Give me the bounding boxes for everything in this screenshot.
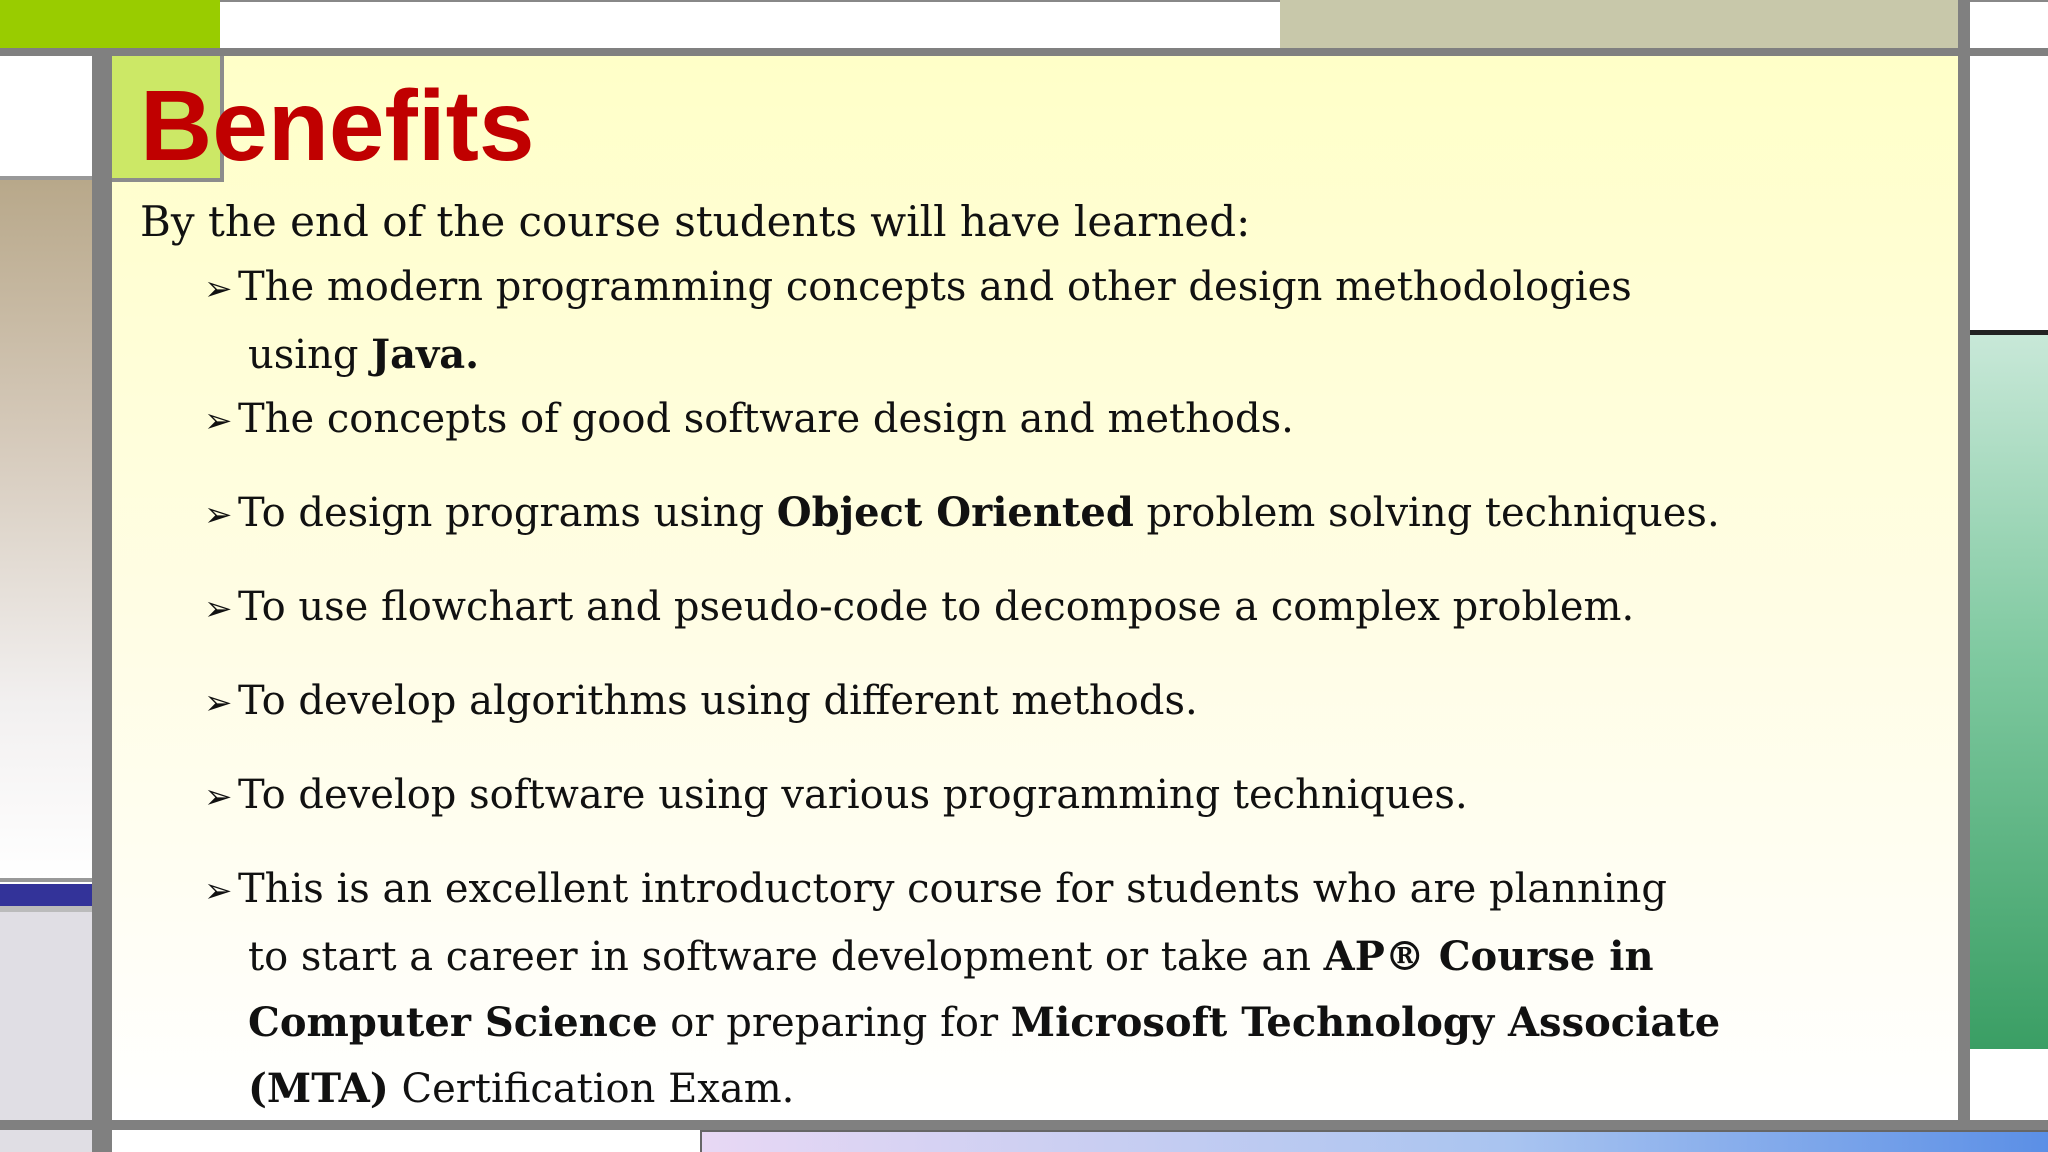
text-run: To develop software using various programming techniques. <box>238 772 1468 818</box>
bold-text: Computer Science <box>248 999 658 1046</box>
right-green-block <box>1970 335 2048 1049</box>
bullet-line <box>204 762 1468 830</box>
bullet-line <box>204 990 1720 1056</box>
text-run: The concepts of good software design and methods. <box>238 396 1294 442</box>
arrow-bullet-icon: ➢ <box>204 683 233 723</box>
text-run: or preparing for <box>657 1000 1011 1046</box>
left-lightgray-block <box>0 912 92 1152</box>
left-gradient-block <box>0 180 92 880</box>
bullet-line <box>204 668 1198 736</box>
top-white-block <box>220 0 1280 48</box>
frame-left-bar <box>92 48 112 1152</box>
text-run: The modern programming concepts and other design methodologies <box>238 264 1632 310</box>
bullet-line <box>204 386 1294 454</box>
bullet-line <box>204 574 1634 642</box>
text-run: problem solving techniques. <box>1133 490 1720 536</box>
arrow-bullet-icon: ➢ <box>204 401 233 441</box>
bullet-item <box>204 762 1468 830</box>
bullet-item <box>204 386 1294 454</box>
bullet-line <box>204 1056 1720 1122</box>
frame-top-bar <box>0 48 2048 56</box>
bold-text: AP® Course in <box>1323 933 1654 980</box>
bold-text: Java. <box>371 331 480 378</box>
arrow-bullet-icon: ➢ <box>204 777 233 817</box>
bullet-item <box>204 254 1632 388</box>
arrow-bullet-icon: ➢ <box>204 495 233 535</box>
intro-text: By the end of the course students will have learned: <box>140 197 1251 246</box>
text-run: using <box>248 332 372 378</box>
bold-text: (MTA) <box>248 1065 389 1112</box>
bottom-gradient-block <box>700 1130 2048 1152</box>
bullet-line <box>204 322 1632 388</box>
top-right-white-block <box>1958 0 2048 48</box>
right-white-block <box>1970 56 2048 330</box>
arrow-bullet-icon: ➢ <box>204 589 233 629</box>
bullet-line <box>204 254 1632 322</box>
slide-title: Benefits <box>140 70 535 182</box>
arrow-bullet-icon: ➢ <box>204 871 233 911</box>
text-run: to start a career in software development or take an <box>248 934 1324 980</box>
text-run: To design programs using <box>238 490 777 536</box>
bullet-line <box>204 924 1720 990</box>
top-green-block <box>0 0 220 48</box>
left-blue-stripe <box>0 884 92 906</box>
arrow-bullet-icon: ➢ <box>204 269 233 309</box>
bold-text: Microsoft Technology Associate <box>1010 999 1721 1046</box>
bullet-item <box>204 856 1720 1122</box>
bullet-line <box>204 856 1720 924</box>
text-run: This is an excellent introductory course for students who are planning <box>238 866 1667 912</box>
text-run: To develop algorithms using different methods. <box>238 678 1198 724</box>
left-divider-line <box>0 878 92 882</box>
frame-right-bar <box>1958 0 1970 1124</box>
bottom-white-block <box>112 1130 700 1152</box>
bullet-item <box>204 574 1634 642</box>
text-run: Certification Exam. <box>388 1066 795 1112</box>
left-white-block <box>0 56 92 178</box>
bullet-line <box>204 480 1720 548</box>
bold-text: Object Oriented <box>776 489 1134 536</box>
top-khaki-block <box>1280 0 1958 48</box>
bullet-item <box>204 480 1720 548</box>
bullet-item <box>204 668 1198 736</box>
text-run: To use flowchart and pseudo-code to decompose a complex problem. <box>238 584 1635 630</box>
